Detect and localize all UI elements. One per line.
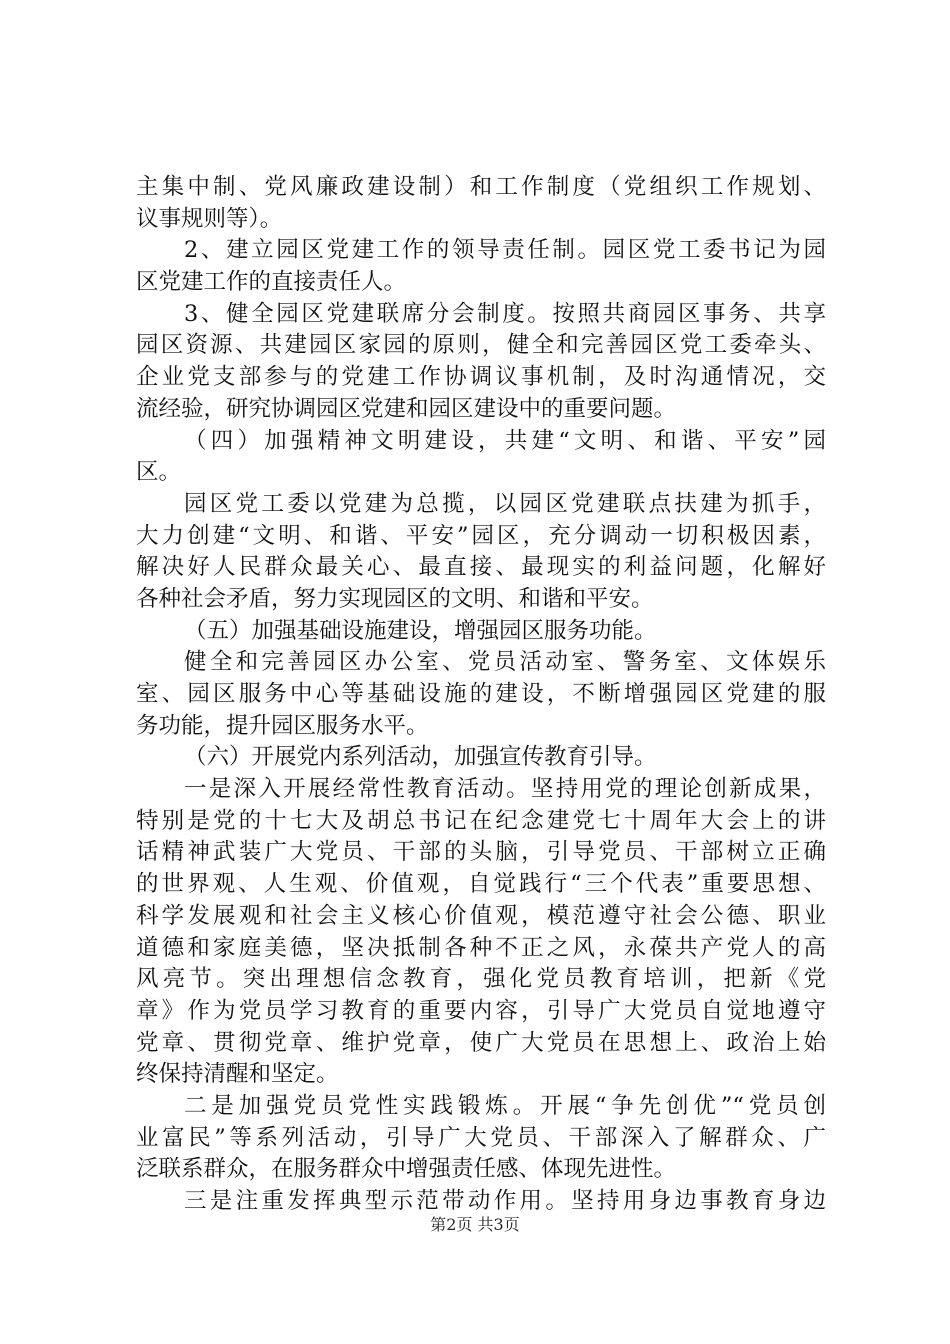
- text-line: 二是加强党员党性实践锻炼。开展“争先创优”“党员创: [184, 1092, 826, 1119]
- text-line: （四）加强精神文明建设，共建“文明、和谐、平安”园: [184, 427, 826, 454]
- text-line: 2、建立园区党建工作的领导责任制。园区党工委书记为园: [184, 237, 826, 264]
- text-line: 室、园区服务中心等基础设施的建设，不断增强园区党建的服: [136, 681, 826, 707]
- text-line: 科学发展观和社会主义核心价值观，模范遵守社会公德、职业: [136, 902, 826, 929]
- page-footer: 第2页 共3页: [430, 1215, 520, 1234]
- text-line: 的世界观、人生观、价值观，自觉践行“三个代表”重要思想、: [136, 871, 826, 898]
- text-line: 园区资源、共建园区家园的原则，健全和完善园区党工委牵头、: [136, 332, 826, 359]
- text-line: 健全和完善园区办公室、党员活动室、警务室、文体娱乐: [184, 649, 826, 676]
- text-line: 章》作为党员学习教育的重要内容，引导广大党员自觉地遵守: [136, 997, 826, 1024]
- text-line: 终保持清醒和坚定。: [136, 1061, 339, 1088]
- text-line: （六）开展党内系列活动，加强宣传教育引导。: [184, 744, 657, 771]
- text-line: 3、健全园区党建联席分会制度。按照共商园区事务、共享: [184, 300, 826, 327]
- text-line: 特别是党的十七大及胡总书记在纪念建党七十周年大会上的讲: [136, 807, 826, 834]
- document-body: [136, 172, 826, 1218]
- text-line: 主集中制、党风廉政建设制）和工作制度（党组织工作规划、: [136, 174, 826, 200]
- text-line: 议事规则等）。: [136, 205, 283, 232]
- text-line: 业富民”等系列活动，引导广大党员、干部深入了解群众、广: [136, 1124, 826, 1151]
- text-line: 园区党工委以党建为总揽，以园区党建联点扶建为抓手，: [184, 490, 826, 517]
- text-line: 一是深入开展经常性教育活动。坚持用党的理论创新成果，: [184, 776, 826, 803]
- text-line: 泛联系群众，在服务群众中增强责任感、体现先进性。: [136, 1156, 677, 1183]
- text-line: 道德和家庭美德，坚决抵制各种不正之风，永葆共产党人的高: [136, 934, 826, 961]
- text-line: （五）加强基础设施建设，增强园区服务功能。: [184, 617, 657, 644]
- text-line: 党章、贯彻党章、维护党章，使广大党员在思想上、政治上始: [136, 1029, 826, 1056]
- text-line: 风亮节。突出理想信念教育，强化党员教育培训，把新《党: [136, 966, 826, 993]
- text-line: 区党建工作的直接责任人。: [136, 269, 407, 296]
- text-line: 三是注重发挥典型示范带动作用。坚持用身边事教育身边: [184, 1188, 826, 1214]
- text-line: 话精神武装广大党员、干部的头脑，引导党员、干部树立正确: [136, 839, 826, 866]
- text-line: 各种社会矛盾，努力实现园区的文明、和谐和平安。: [136, 585, 654, 612]
- text-line: 区。: [136, 459, 182, 486]
- text-line: 大力创建“文明、和谐、平安”园区，充分调动一切积极因素，: [136, 522, 826, 549]
- text-line: 流经验，研究协调园区党建和园区建设中的重要问题。: [136, 395, 677, 422]
- text-line: 务功能，提升园区服务水平。: [136, 712, 429, 739]
- text-line: 解决好人民群众最关心、最直接、最现实的利益问题，化解好: [136, 554, 826, 581]
- text-line: 企业党支部参与的党建工作协调议事机制，及时沟通情况，交: [136, 364, 826, 391]
